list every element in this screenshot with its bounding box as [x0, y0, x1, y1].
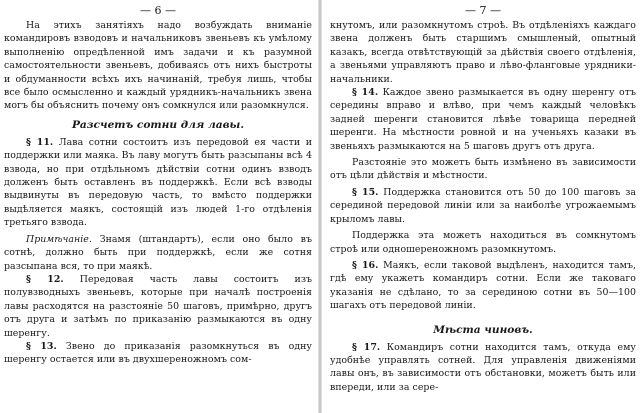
- paragraph-note: [4, 233, 312, 273]
- note-label: Примѣчаніе.: [26, 233, 92, 245]
- paragraph-support: Поддержка эта можетъ находиться въ сомкнутомъ строѣ или одношереножномъ разомкнутомъ.: [330, 230, 636, 255]
- paragraph-sec-16: [330, 259, 636, 313]
- left-page: [0, 0, 318, 413]
- paragraph-sec-14: [330, 86, 636, 153]
- paragraph-sec-12: [4, 273, 312, 340]
- section-number: § 14.: [352, 87, 379, 99]
- paragraph-text: Знамя (штандартъ), если оно было въ сотнѣ, должно быть при поддержкѣ, если же сотня разсыпана вся, то при маякѣ.: [4, 233, 313, 272]
- paragraph-sec-13: [4, 340, 312, 367]
- paragraph-sec-15: [330, 186, 636, 226]
- paragraph-sec-17: [330, 341, 636, 395]
- paragraph-text: Передовая часть лавы состоитъ изъ полувзводныхъ звеньевъ, которые при началѣ построенія лавы расходятся на разстояніе 50 шаговъ, примѣрно, другъ отъ друга и затѣмъ по приказанію размыкаются въ одну шеренгу.: [4, 273, 313, 339]
- section-number: § 16.: [352, 259, 379, 271]
- page-number-right: — 7 —: [465, 4, 501, 17]
- paragraph-text: Лава сотни состоитъ изъ передовой ея части и поддержки или маяка. Въ лаву могутъ быть разсыпаны всѣ 4 взвода, но при отдѣльномъ дѣйствіи сотни одинъ взводъ долженъ быть оставленъ въ поддержкѣ. Если всѣ взводы выдвинуты въ передовую часть, то вмѣсто поддержки выдѣляется маякъ, состоящій изъ людей 1-го отдѣленія третьяго взвода.: [4, 136, 312, 229]
- paragraph-text: Каждое звено размыкается въ одну шеренгу отъ середины вправо и влѣво, при чемъ каждый человѣкъ задней шеренги становится лѣвѣе товарища передней шеренги. На мѣстности ровной и на ученьяхъ казаки въ звеньяхъ размыкаются на 5 шаговъ другъ отъ друга.: [330, 87, 636, 152]
- paragraph-text: Поддержка становится отъ 50 до 100 шаговъ за серединой передовой линіи или за наиболѣе угрожаемымъ крыломъ лавы.: [330, 186, 637, 225]
- section-number: § 17.: [352, 341, 381, 353]
- section-number: § 12.: [26, 273, 64, 285]
- section-number: § 15.: [352, 186, 379, 198]
- paragraph-text: Звено до приказанія разомкнуться въ одну шеренгу остается или въ двухшереножномъ сом-: [4, 340, 312, 366]
- paragraph-text: Командиръ сотни находится тамъ, откуда ему удобнѣе управлять сотней. Для управленія движеніями лавы онъ, въ зависимости отъ обстановки, можетъ быть или впереди, или за сере-: [330, 341, 636, 393]
- section-heading-sotnya: Разсчетъ сотни для лавы.: [71, 118, 245, 131]
- paragraph-text: Маякъ, если таковой выдѣленъ, находится тамъ, гдѣ ему укажетъ командиръ сотни. Если же таковаго указанія не сдѣлано, то за серединою сотни въ 50—100 шагахъ отъ передовой линіи.: [330, 259, 636, 312]
- section-number: § 11.: [26, 136, 54, 148]
- paragraph-continuation: кнутомъ, или разомкнутомъ строѣ. Въ отдѣленіяхъ каждаго звена долженъ быть старшимъ смышленый, опытный казакъ, всегда отвѣтствующій за дѣйствія своего отдѣленія, а звеньями управляютъ право и лѣво-фланговые урядники-начальники.: [330, 20, 636, 85]
- page-number-left: — 6 —: [140, 4, 176, 17]
- paragraph-distance: Разстояніе это можетъ быть измѣнено въ зависимости отъ цѣли дѣйствія и мѣстности.: [330, 157, 636, 182]
- paragraph-intro: На этихъ занятіяхъ надо возбуждать вниманіе командировъ взводовъ и начальниковъ звеньевъ къ умѣлому выполненію опредѣленной имъ задачи и къ разумной самостоятельности звеньевъ, добиваясь отъ нихъ быстроты и обдуманности всѣхъ ихъ начинаній, требуя лишь, чтобы все было осмысленно и каждый урядникъ-начальникъ звена могъ бы объяснить почему онъ сомкнулся или разомкнулся.: [4, 20, 312, 112]
- section-heading-ranks: Мѣста чиновъ.: [433, 323, 533, 336]
- right-page: [322, 0, 640, 413]
- section-number: § 13.: [26, 340, 57, 352]
- paragraph-sec-11: [4, 136, 312, 230]
